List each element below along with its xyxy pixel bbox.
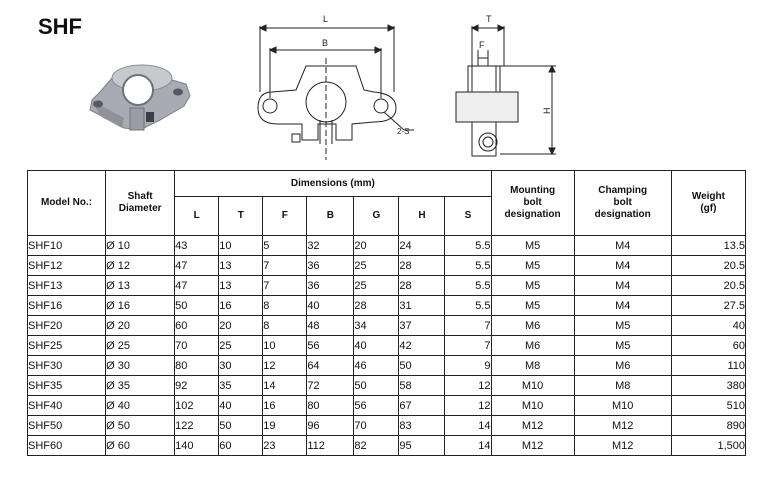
mounting-bolt-cell: M12 <box>491 416 574 436</box>
dim-F-cell: 23 <box>263 436 307 456</box>
dim-F-cell: 8 <box>263 316 307 336</box>
dim-B-cell: 72 <box>307 376 354 396</box>
dim-L-cell: 47 <box>175 256 219 276</box>
dim-B-cell: 96 <box>307 416 354 436</box>
dim-G-cell: 28 <box>354 296 399 316</box>
dim-B-cell: 40 <box>307 296 354 316</box>
dim-B-cell: 32 <box>307 236 354 256</box>
dim-H-cell: 31 <box>399 296 445 316</box>
dim-S-cell: 12 <box>445 396 491 416</box>
dim-H-cell: 28 <box>399 276 445 296</box>
dim-H-cell: 50 <box>399 356 445 376</box>
dim-label-L: L <box>323 14 329 24</box>
dim-label-F: F <box>479 40 485 50</box>
weight-cell: 20.5 <box>671 276 745 296</box>
table-row <box>28 336 746 356</box>
dim-T-cell: 13 <box>219 256 263 276</box>
weight-cell: 40 <box>671 316 745 336</box>
weight-cell: 27.5 <box>671 296 745 316</box>
table-row <box>28 436 746 456</box>
model-cell: SHF30 <box>28 356 106 376</box>
dim-G-cell: 70 <box>354 416 399 436</box>
weight-cell: 380 <box>671 376 745 396</box>
header-dim-H: H <box>399 197 445 236</box>
header-dim-B: B <box>307 197 354 236</box>
dim-H-cell: 83 <box>399 416 445 436</box>
weight-cell: 1,500 <box>671 436 745 456</box>
champing-bolt-cell: M4 <box>574 256 671 276</box>
dim-G-cell: 56 <box>354 396 399 416</box>
dim-B-cell: 112 <box>307 436 354 456</box>
model-cell: SHF12 <box>28 256 106 276</box>
mounting-bolt-cell: M5 <box>491 236 574 256</box>
side-view-drawing <box>456 25 556 156</box>
dim-H-cell: 42 <box>399 336 445 356</box>
weight-cell: 60 <box>671 336 745 356</box>
champing-bolt-cell: M6 <box>574 356 671 376</box>
model-cell: SHF40 <box>28 396 106 416</box>
dim-label-H: H <box>542 107 552 114</box>
dim-H-cell: 95 <box>399 436 445 456</box>
header-champing-bolt: Champing bolt designation <box>574 171 671 236</box>
dim-F-cell: 12 <box>263 356 307 376</box>
header-mounting-bolt: Mounting bolt designation <box>491 171 574 236</box>
header-dim-L: L <box>175 197 219 236</box>
table-row <box>28 236 746 256</box>
header-dim-T: T <box>219 197 263 236</box>
dim-S-cell: 5.5 <box>445 236 491 256</box>
dim-S-cell: 5.5 <box>445 256 491 276</box>
table-row <box>28 296 746 316</box>
model-cell: SHF50 <box>28 416 106 436</box>
shaft-cell: Ø 25 <box>106 336 175 356</box>
table-row <box>28 276 746 296</box>
dim-H-cell: 58 <box>399 376 445 396</box>
dim-B-cell: 48 <box>307 316 354 336</box>
dim-G-cell: 34 <box>354 316 399 336</box>
dim-T-cell: 40 <box>219 396 263 416</box>
dim-T-cell: 13 <box>219 276 263 296</box>
shaft-cell: Ø 16 <box>106 296 175 316</box>
page-title: SHF <box>38 14 82 39</box>
table-row <box>28 256 746 276</box>
dim-L-cell: 140 <box>175 436 219 456</box>
dim-label-T: T <box>486 14 492 24</box>
table-row <box>28 316 746 336</box>
dim-B-cell: 64 <box>307 356 354 376</box>
champing-bolt-cell: M5 <box>574 316 671 336</box>
model-cell: SHF16 <box>28 296 106 316</box>
mounting-bolt-cell: M10 <box>491 376 574 396</box>
front-view-drawing <box>258 25 414 160</box>
shaft-cell: Ø 50 <box>106 416 175 436</box>
mounting-bolt-cell: M5 <box>491 256 574 276</box>
champing-bolt-cell: M10 <box>574 396 671 416</box>
dim-T-cell: 35 <box>219 376 263 396</box>
dim-H-cell: 24 <box>399 236 445 256</box>
model-cell: SHF13 <box>28 276 106 296</box>
dim-L-cell: 50 <box>175 296 219 316</box>
header-model: Model No.: <box>28 171 106 236</box>
dim-T-cell: 10 <box>219 236 263 256</box>
dim-S-cell: 7 <box>445 336 491 356</box>
table-row <box>28 376 746 396</box>
dim-H-cell: 37 <box>399 316 445 336</box>
champing-bolt-cell: M8 <box>574 376 671 396</box>
header-shaft-diameter: Shaft Diameter <box>106 171 175 236</box>
header-dim-G: G <box>354 197 399 236</box>
dim-B-cell: 36 <box>307 276 354 296</box>
dim-F-cell: 19 <box>263 416 307 436</box>
dim-S-cell: 9 <box>445 356 491 376</box>
model-cell: SHF60 <box>28 436 106 456</box>
dim-F-cell: 16 <box>263 396 307 416</box>
spec-table-body <box>28 236 746 456</box>
dim-G-cell: 25 <box>354 276 399 296</box>
weight-cell: 110 <box>671 356 745 376</box>
mounting-bolt-cell: M8 <box>491 356 574 376</box>
shaft-cell: Ø 10 <box>106 236 175 256</box>
dim-T-cell: 25 <box>219 336 263 356</box>
dim-T-cell: 16 <box>219 296 263 316</box>
header-dim-F: F <box>263 197 307 236</box>
dim-L-cell: 122 <box>175 416 219 436</box>
model-cell: SHF20 <box>28 316 106 336</box>
mounting-bolt-cell: M12 <box>491 436 574 456</box>
mounting-bolt-cell: M10 <box>491 396 574 416</box>
weight-cell: 20.5 <box>671 256 745 276</box>
champing-bolt-cell: M4 <box>574 276 671 296</box>
dim-S-cell: 12 <box>445 376 491 396</box>
dim-F-cell: 5 <box>263 236 307 256</box>
dim-S-cell: 5.5 <box>445 296 491 316</box>
dim-S-cell: 14 <box>445 436 491 456</box>
dim-H-cell: 67 <box>399 396 445 416</box>
dim-B-cell: 36 <box>307 256 354 276</box>
weight-cell: 890 <box>671 416 745 436</box>
shaft-cell: Ø 40 <box>106 396 175 416</box>
model-cell: SHF25 <box>28 336 106 356</box>
dim-B-cell: 56 <box>307 336 354 356</box>
champing-bolt-cell: M12 <box>574 416 671 436</box>
dim-F-cell: 10 <box>263 336 307 356</box>
dim-B-cell: 80 <box>307 396 354 416</box>
dim-T-cell: 50 <box>219 416 263 436</box>
dim-T-cell: 60 <box>219 436 263 456</box>
dim-L-cell: 102 <box>175 396 219 416</box>
table-row <box>28 396 746 416</box>
header-dimensions: Dimensions (mm) <box>175 171 491 197</box>
dim-L-cell: 80 <box>175 356 219 376</box>
shaft-cell: Ø 20 <box>106 316 175 336</box>
dim-F-cell: 7 <box>263 276 307 296</box>
dim-G-cell: 46 <box>354 356 399 376</box>
dim-S-cell: 14 <box>445 416 491 436</box>
dim-G-cell: 20 <box>354 236 399 256</box>
header-dim-S: S <box>445 197 491 236</box>
champing-bolt-cell: M12 <box>574 436 671 456</box>
mounting-bolt-cell: M6 <box>491 336 574 356</box>
dim-H-cell: 28 <box>399 256 445 276</box>
shaft-cell: Ø 12 <box>106 256 175 276</box>
shaft-cell: Ø 60 <box>106 436 175 456</box>
weight-cell: 13.5 <box>671 236 745 256</box>
hole-callout-label: 2-S <box>397 127 410 136</box>
mounting-bolt-cell: M6 <box>491 316 574 336</box>
spec-table <box>27 170 746 456</box>
champing-bolt-cell: M4 <box>574 296 671 316</box>
table-row <box>28 416 746 436</box>
dim-S-cell: 7 <box>445 316 491 336</box>
shaft-cell: Ø 35 <box>106 376 175 396</box>
dim-G-cell: 82 <box>354 436 399 456</box>
header-weight: Weight (gf) <box>671 171 745 236</box>
dim-S-cell: 5.5 <box>445 276 491 296</box>
champing-bolt-cell: M4 <box>574 236 671 256</box>
dim-G-cell: 25 <box>354 256 399 276</box>
dim-F-cell: 7 <box>263 256 307 276</box>
product-render <box>90 65 190 130</box>
model-cell: SHF35 <box>28 376 106 396</box>
dim-L-cell: 92 <box>175 376 219 396</box>
dim-L-cell: 47 <box>175 276 219 296</box>
dim-T-cell: 30 <box>219 356 263 376</box>
technical-drawings <box>0 0 768 170</box>
dim-label-B: B <box>322 38 329 48</box>
dim-G-cell: 40 <box>354 336 399 356</box>
dim-L-cell: 43 <box>175 236 219 256</box>
dim-T-cell: 20 <box>219 316 263 336</box>
dim-F-cell: 14 <box>263 376 307 396</box>
dim-L-cell: 70 <box>175 336 219 356</box>
mounting-bolt-cell: M5 <box>491 276 574 296</box>
shaft-cell: Ø 13 <box>106 276 175 296</box>
mounting-bolt-cell: M5 <box>491 296 574 316</box>
dim-L-cell: 60 <box>175 316 219 336</box>
dim-F-cell: 8 <box>263 296 307 316</box>
shaft-cell: Ø 30 <box>106 356 175 376</box>
table-row <box>28 356 746 376</box>
champing-bolt-cell: M5 <box>574 336 671 356</box>
model-cell: SHF10 <box>28 236 106 256</box>
weight-cell: 510 <box>671 396 745 416</box>
dim-G-cell: 50 <box>354 376 399 396</box>
